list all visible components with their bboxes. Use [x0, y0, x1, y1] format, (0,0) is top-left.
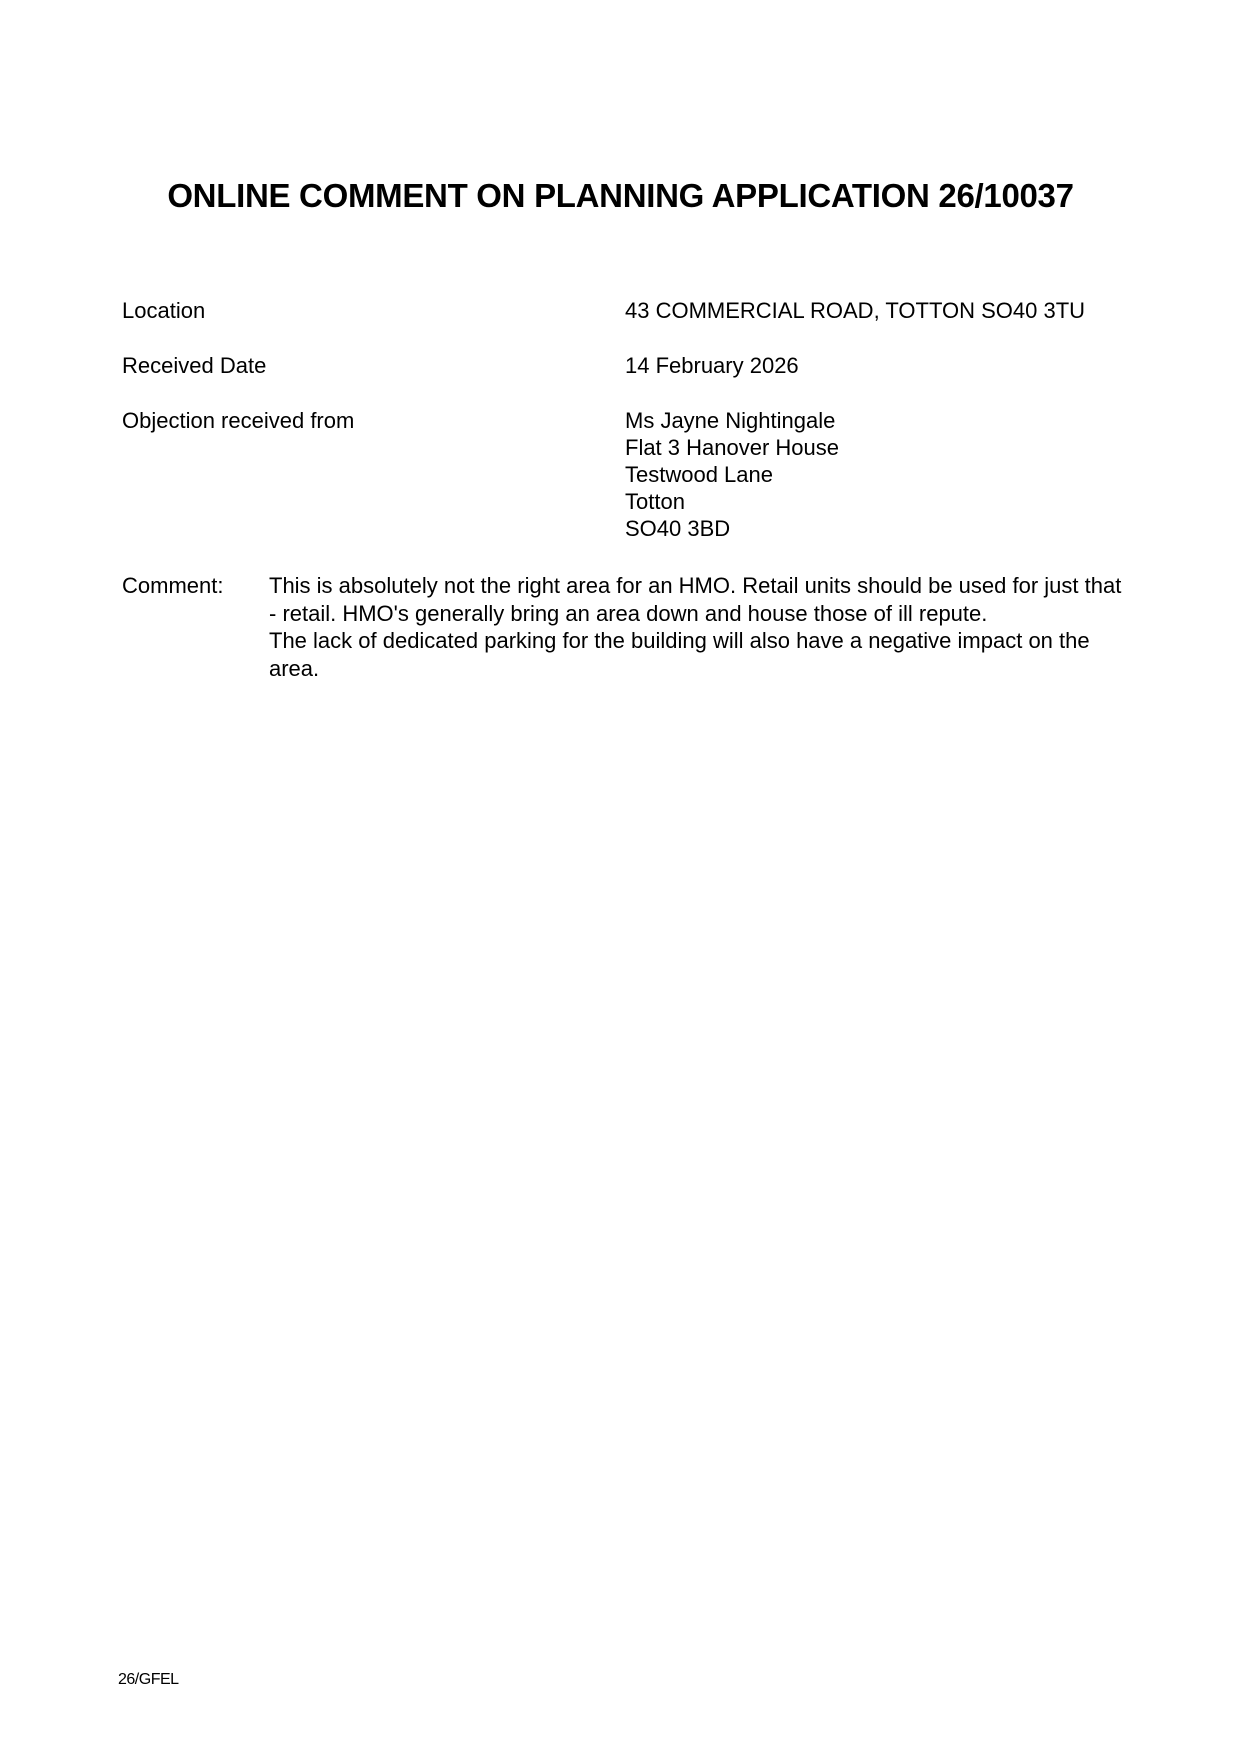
address-line-1: Flat 3 Hanover House: [625, 435, 839, 460]
address-postcode: SO40 3BD: [625, 516, 731, 541]
footer-reference: 26/GFEL: [118, 1671, 179, 1688]
comment-label: Comment:: [122, 573, 224, 598]
objector-address: [625, 407, 839, 542]
location-value: 43 COMMERCIAL ROAD, TOTTON SO40 3TU: [625, 298, 1086, 323]
page-title: ONLINE COMMENT ON PLANNING APPLICATION 26/10037: [167, 177, 1074, 214]
location-label: Location: [122, 298, 206, 323]
comment-paragraph: This is absolutely not the right area for an HMO. Retail units should be used for just that - retail. HMO's generally bring an area down and house those of ill repute.: [269, 573, 1122, 626]
address-town: Totton: [625, 489, 685, 514]
received-date-label: Received Date: [122, 353, 267, 378]
comment-body: [269, 572, 1129, 682]
comment-paragraph: The lack of dedicated parking for the building will also have a negative impact on the area.: [269, 628, 1090, 681]
objector-name: Ms Jayne Nightingale: [625, 408, 836, 433]
objection-label: Objection received from: [122, 408, 355, 433]
received-date-value: 14 February 2026: [625, 353, 799, 378]
address-line-2: Testwood Lane: [625, 462, 773, 487]
